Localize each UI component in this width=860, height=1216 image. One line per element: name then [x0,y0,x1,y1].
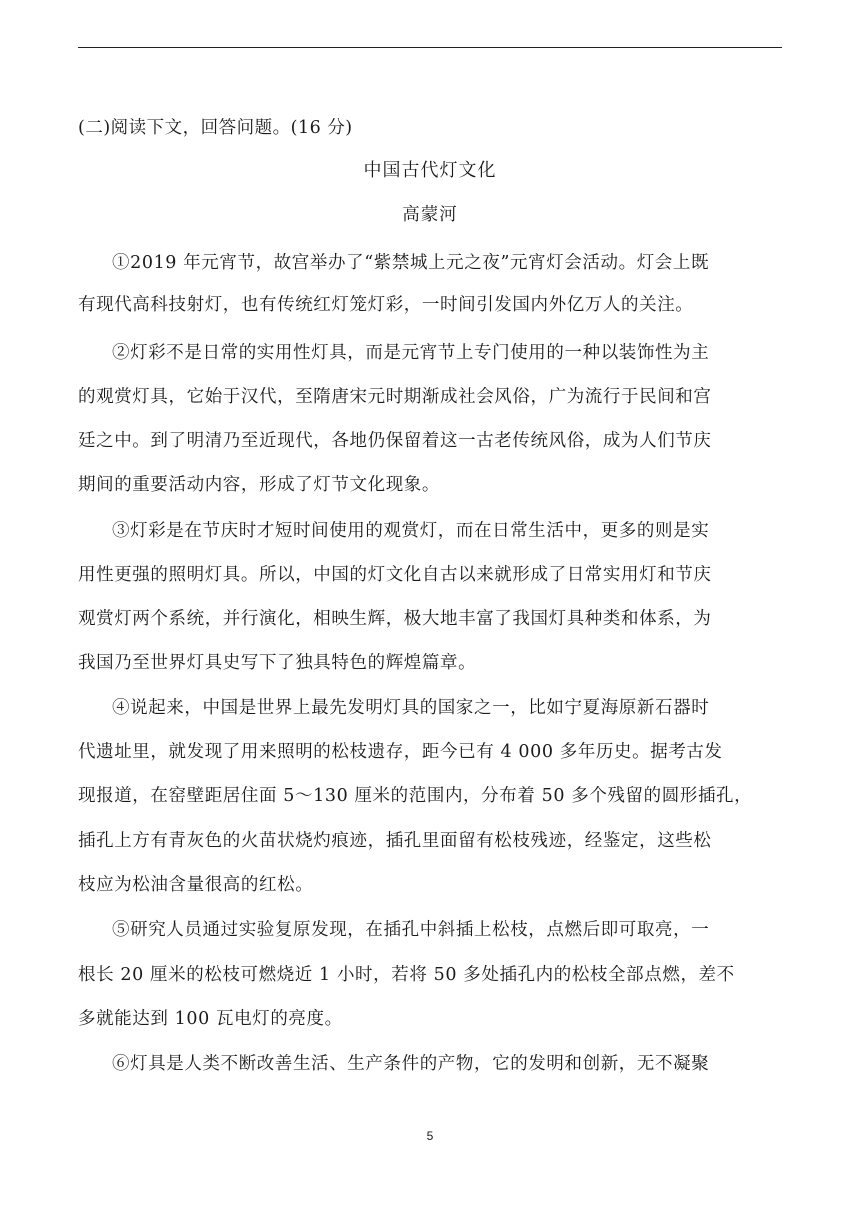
text-line: 根长 20 厘米的松枝可燃烧近 1 小时，若将 50 多处插孔内的松枝全部点燃，差不 [78,965,735,985]
text-line: 用性更强的照明灯具。所以，中国的灯文化自古以来就形成了日常实用灯和节庆 [78,565,712,585]
text-line: ④说起来，中国是世界上最先发明灯具的国家之一，比如宁夏海原新石器时 [112,698,710,718]
text-line: 插孔上方有青灰色的火苗状烧灼痕迹，插孔里面留有松枝残迹，经鉴定，这些松 [78,831,712,851]
article-author: 高蒙河 [402,205,458,225]
header-rule [78,47,782,48]
page-number: 5 [426,1129,434,1143]
text-line: 观赏灯两个系统，并行演化，相映生辉，极大地丰富了我国灯具种类和体系，为 [78,609,712,629]
text-line: ⑥灯具是人类不断改善生活、生产条件的产物，它的发明和创新，无不凝聚 [112,1054,710,1074]
text-line: 期间的重要活动内容，形成了灯节文化现象。 [78,475,440,495]
section-heading: (二)阅读下文，回答问题。(16 分) [78,118,353,138]
text-line: 现报道，在窑壁距居住面 5～130 厘米的范围内，分布着 50 多个残留的圆形插孔， [78,786,753,806]
text-line: 多就能达到 100 瓦电灯的亮度。 [78,1009,343,1029]
text-line: 代遗址里，就发现了用来照明的松枝遗存，距今已有 4 000 多年历史。据考古发 [78,742,723,762]
text-line: 枝应为松油含量很高的红松。 [78,875,314,895]
text-line: 我国乃至世界灯具史写下了独具特色的辉煌篇章。 [78,653,477,673]
text-line: ②灯彩不是日常的实用性灯具，而是元宵节上专门使用的一种以装饰性为主 [112,343,710,363]
text-line: ①2019 年元宵节，故宫举办了“紫禁城上元之夜”元宵灯会活动。灯会上既 [112,253,710,273]
text-line: 有现代高科技射灯，也有传统红灯笼灯彩，一时间引发国内外亿万人的关注。 [78,295,694,315]
article-title: 中国古代灯文化 [363,160,497,181]
text-line: ③灯彩是在节庆时才短时间使用的观赏灯，而在日常生活中，更多的则是实 [112,521,710,541]
text-line: 廷之中。到了明清乃至近现代，各地仍保留着这一古老传统风俗，成为人们节庆 [78,431,712,451]
text-line: 的观赏灯具，它始于汉代，至隋唐宋元时期渐成社会风俗，广为流行于民间和宫 [78,387,712,407]
text-line: ⑤研究人员通过实验复原发现，在插孔中斜插上松枝，点燃后即可取亮，一 [112,920,710,940]
